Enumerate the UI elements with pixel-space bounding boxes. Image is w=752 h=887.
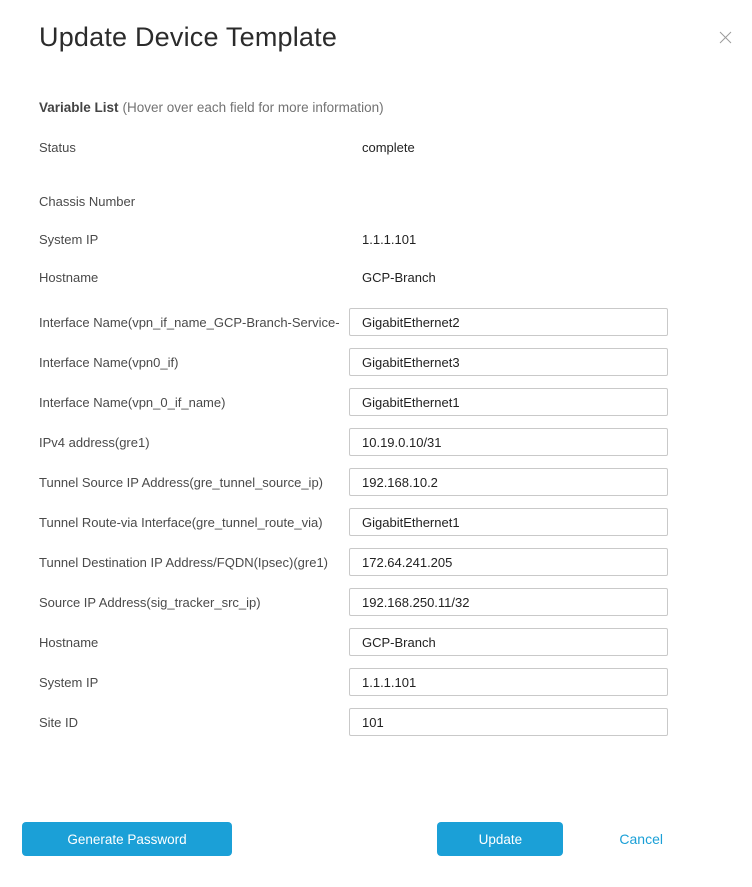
variable-input[interactable] [349,588,668,616]
variable-row-static [39,128,668,166]
variable-label: Tunnel Destination IP Address/FQDN(Ipsec)(gre1) [39,554,329,570]
variable-row-static [39,220,668,258]
update-device-template-dialog [0,22,752,887]
variable-row-input [39,348,668,376]
generate-password-button[interactable]: Generate Password [22,822,232,856]
variable-row-input [39,708,668,736]
variable-label: System IP [39,231,99,247]
variable-input[interactable] [349,628,668,656]
variable-label: Interface Name(vpn0_if) [39,354,179,370]
variable-label: Chassis Number [39,193,136,209]
variable-input[interactable] [349,428,668,456]
dialog-footer [0,822,752,856]
variable-row-input [39,308,668,336]
variable-row-static [39,258,668,296]
variable-input[interactable] [349,508,668,536]
variable-rows [39,128,668,736]
variable-list-header [39,100,752,115]
close-button[interactable] [715,27,735,47]
variable-row-input [39,668,668,696]
variable-value: complete [362,139,415,155]
variable-row-input [39,628,668,656]
variable-label: Interface Name(vpn_if_name_GCP-Branch-Service- [39,314,340,330]
variable-input[interactable] [349,668,668,696]
variable-label: IPv4 address(gre1) [39,434,150,450]
variable-row-input [39,388,668,416]
variable-label: Tunnel Source IP Address(gre_tunnel_source_ip) [39,474,324,490]
variable-label: Hostname [39,269,99,285]
variable-row-input [39,548,668,576]
variable-label: Source IP Address(sig_tracker_src_ip) [39,594,261,610]
variable-list-hint: (Hover over each field for more information) [122,100,384,115]
page-title: Update Device Template [39,22,338,52]
update-button[interactable]: Update [437,822,563,856]
variable-list-title: Variable List [39,100,119,115]
variable-input[interactable] [349,708,668,736]
variable-label: System IP [39,674,99,690]
variable-label: Site ID [39,714,79,730]
variable-row-static [39,182,668,220]
close-icon [719,31,732,44]
variable-value: GCP-Branch [362,269,436,285]
variable-label: Tunnel Route-via Interface(gre_tunnel_route_via) [39,514,323,530]
input-rows [39,308,668,736]
variable-label: Interface Name(vpn_0_if_name) [39,394,226,410]
variable-input[interactable] [349,308,668,336]
variable-row-input [39,428,668,456]
variable-input[interactable] [349,548,668,576]
variable-input[interactable] [349,388,668,416]
variable-value: 1.1.1.101 [362,231,417,247]
variable-row-input [39,508,668,536]
variable-input[interactable] [349,468,668,496]
variable-input[interactable] [349,348,668,376]
variable-label: Hostname [39,634,99,650]
variable-row-input [39,468,668,496]
static-rows [39,128,668,296]
variable-label: Status [39,139,76,155]
variable-row-input [39,588,668,616]
cancel-button[interactable]: Cancel [619,831,663,847]
